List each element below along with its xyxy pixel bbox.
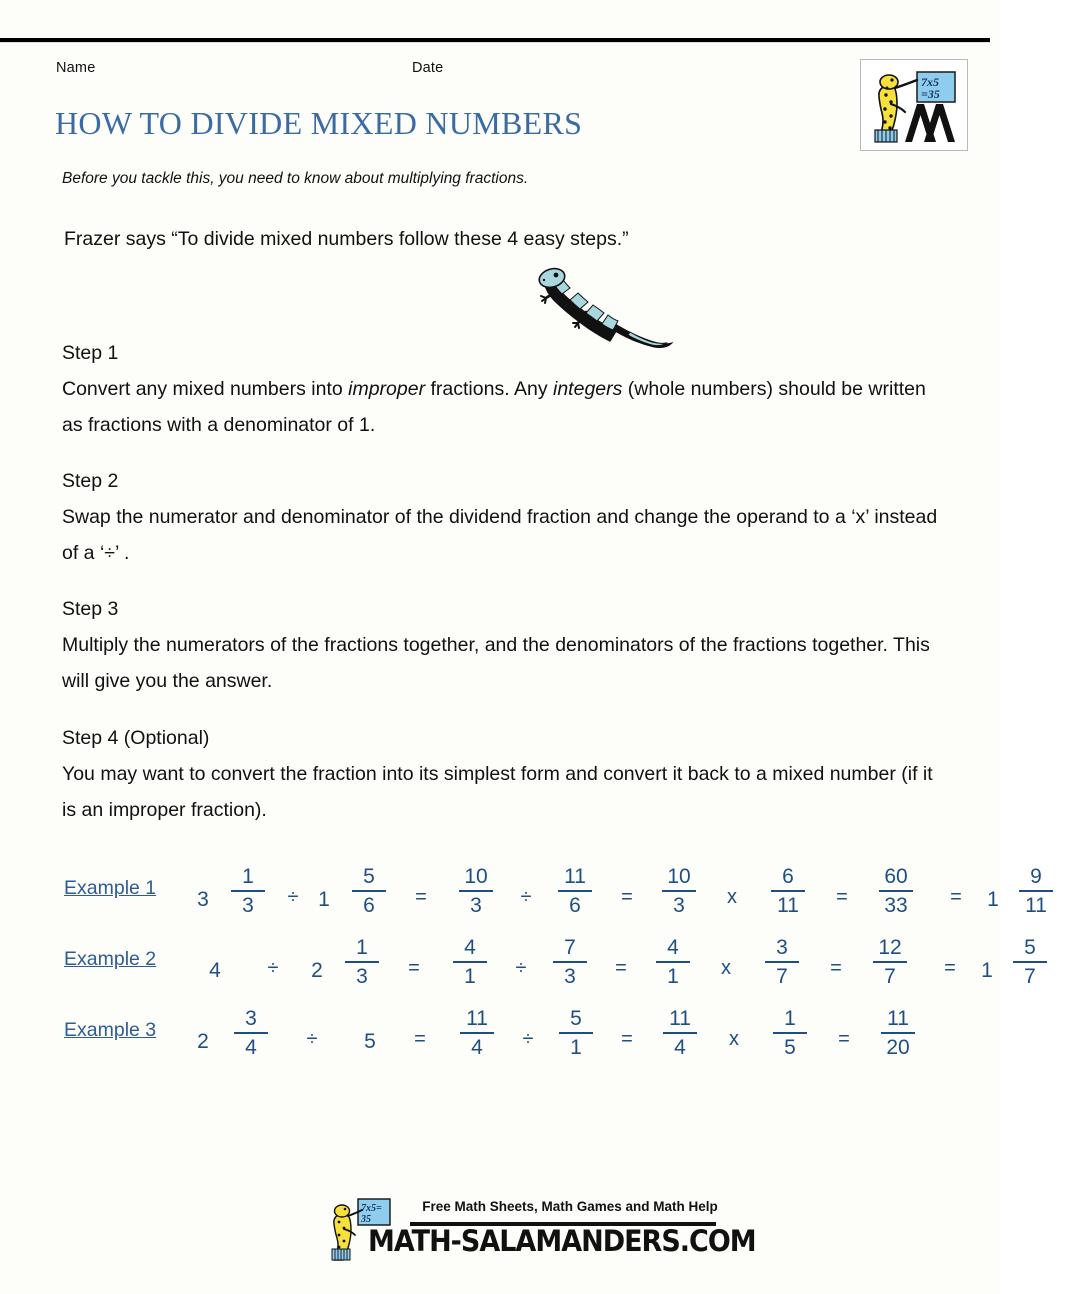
step-3-heading: Step 3 <box>62 598 119 620</box>
fraction-numerator: 11 <box>466 1006 488 1030</box>
step-2 <box>62 470 942 571</box>
fraction-numerator: 4 <box>464 935 476 959</box>
step-1-italic-improper: improper <box>348 378 426 400</box>
step-1-text-c: (whole numbers) should be written as fractions with a denominator of 1. <box>62 378 926 436</box>
name-label: Name <box>56 60 96 76</box>
fraction-numerator: 5 <box>363 864 375 888</box>
fraction <box>746 937 818 987</box>
fraction <box>442 866 510 916</box>
svg-text:7x5=: 7x5= <box>361 1203 382 1214</box>
fraction-numerator: 1 <box>242 864 254 888</box>
step-3-body: Multiply the numerators of the fractions together, and the denominators of the fractions together. This will give you the answer. <box>62 634 930 692</box>
logo-artwork <box>861 60 967 150</box>
fraction <box>332 937 392 987</box>
example-expression <box>186 926 1060 997</box>
fraction-denominator: 3 <box>356 964 368 988</box>
fraction <box>1000 937 1060 987</box>
step-1-heading: Step 1 <box>62 342 119 364</box>
footer-domain: MATH-SALAMANDERS.COM <box>368 1225 756 1259</box>
fraction-denominator: 4 <box>471 1035 483 1059</box>
fraction-denominator: 3 <box>564 964 576 988</box>
svg-text:=35: =35 <box>921 87 940 101</box>
math-operator: ÷ <box>287 885 299 908</box>
example-label[interactable]: Example 2 <box>64 948 157 970</box>
fraction <box>754 1008 826 1058</box>
fraction <box>442 1008 512 1058</box>
example-expression <box>186 997 934 1068</box>
math-operator: = <box>621 885 633 908</box>
fraction <box>854 937 926 987</box>
fraction-denominator: 3 <box>673 893 685 917</box>
math-operator: = <box>950 885 962 908</box>
math-operator: x <box>729 1027 739 1050</box>
fraction-numerator: 11 <box>669 1006 691 1030</box>
whole-number: 2 <box>197 1030 209 1053</box>
step-2-body: Swap the numerator and denominator of the dividend fraction and change the operand to a ‘x’ instead of a ‘÷’ . <box>62 506 938 564</box>
step-1-italic-integers: integers <box>553 378 623 400</box>
whole-number: 2 <box>311 959 323 982</box>
math-operator: = <box>830 956 842 979</box>
example-label[interactable]: Example 3 <box>64 1019 157 1041</box>
whole-number: 4 <box>209 959 221 982</box>
step-4-body: You may want to convert the fraction into its simplest form and convert it back to a mixed number (if it is an improper fraction). <box>62 763 933 821</box>
step-4 <box>62 727 942 828</box>
math-operator: = <box>415 885 427 908</box>
fraction-denominator: 7 <box>884 964 896 988</box>
fraction-denominator: 3 <box>470 893 482 917</box>
math-operator: = <box>414 1027 426 1050</box>
fraction-denominator: 33 <box>884 893 908 917</box>
math-operator: ÷ <box>306 1027 318 1050</box>
math-operator: = <box>836 885 848 908</box>
page-title: HOW TO DIVIDE MIXED NUMBERS <box>55 105 583 141</box>
intro-quote: Frazer says “To divide mixed numbers follow these 4 easy steps.” <box>64 228 629 250</box>
fraction <box>1006 866 1066 916</box>
whole-number: 5 <box>364 1030 376 1053</box>
step-1-body <box>62 371 942 443</box>
fraction-numerator: 4 <box>667 935 679 959</box>
salamander-artwork <box>534 262 684 354</box>
fraction <box>860 866 932 916</box>
fraction-denominator: 5 <box>784 1035 796 1059</box>
math-operator: ÷ <box>520 885 532 908</box>
math-operator: = <box>615 956 627 979</box>
example-row <box>0 926 1036 997</box>
whole-number: 1 <box>987 888 999 911</box>
fraction-numerator: 5 <box>1024 935 1036 959</box>
fraction-numerator: 7 <box>564 935 576 959</box>
step-4-heading: Step 4 (Optional) <box>62 727 210 749</box>
fraction-numerator: 11 <box>564 864 586 888</box>
fraction-numerator: 5 <box>570 1006 582 1030</box>
math-operator: = <box>621 1027 633 1050</box>
fraction-numerator: 9 <box>1030 864 1042 888</box>
fraction-denominator: 1 <box>464 964 476 988</box>
fraction <box>646 866 712 916</box>
header-divider-rule <box>0 38 990 43</box>
fraction-numerator: 10 <box>667 864 691 888</box>
fraction-denominator: 6 <box>363 893 375 917</box>
step-1 <box>62 342 942 443</box>
footer-tagline: Free Math Sheets, Math Games and Math Help <box>422 1199 718 1214</box>
fraction <box>752 866 824 916</box>
fraction <box>338 866 400 916</box>
example-row <box>0 855 1047 926</box>
fraction-numerator: 6 <box>782 864 794 888</box>
math-operator: ÷ <box>515 956 527 979</box>
example-expression <box>186 855 1066 926</box>
whole-number: 1 <box>318 888 330 911</box>
fraction-denominator: 4 <box>674 1035 686 1059</box>
fraction-numerator: 11 <box>887 1006 909 1030</box>
example-label[interactable]: Example 1 <box>64 877 157 899</box>
fraction-denominator: 7 <box>776 964 788 988</box>
fraction <box>538 937 602 987</box>
fraction <box>640 937 706 987</box>
step-1-text-b: fractions. Any <box>425 378 553 400</box>
fraction-numerator: 1 <box>356 935 368 959</box>
fraction-numerator: 12 <box>878 935 902 959</box>
math-operator: ÷ <box>522 1027 534 1050</box>
examples-section <box>0 855 1047 1068</box>
fraction-denominator: 1 <box>570 1035 582 1059</box>
math-operator: x <box>727 885 737 908</box>
fraction <box>436 937 504 987</box>
math-operator: = <box>408 956 420 979</box>
fraction-numerator: 3 <box>245 1006 257 1030</box>
fraction-numerator: 10 <box>464 864 488 888</box>
salamander-illustration <box>534 262 684 354</box>
fraction-numerator: 3 <box>776 935 788 959</box>
fraction-denominator: 4 <box>245 1035 257 1059</box>
fraction <box>542 866 608 916</box>
math-operator: x <box>721 956 731 979</box>
fraction-denominator: 1 <box>667 964 679 988</box>
step-2-heading: Step 2 <box>62 470 119 492</box>
fraction-denominator: 20 <box>886 1035 910 1059</box>
fraction <box>544 1008 608 1058</box>
fraction-numerator: 60 <box>884 864 908 888</box>
math-operator: = <box>838 1027 850 1050</box>
svg-text:7x5: 7x5 <box>921 75 939 89</box>
math-salamanders-logo <box>860 59 968 151</box>
fraction <box>220 866 276 916</box>
step-1-text-a: Convert any mixed numbers into <box>62 378 349 400</box>
fraction-denominator: 3 <box>242 893 254 917</box>
date-label: Date <box>412 60 444 76</box>
fraction-denominator: 7 <box>1024 964 1036 988</box>
example-row <box>0 997 1000 1068</box>
math-operator: ÷ <box>267 956 279 979</box>
page-footer <box>0 1193 1000 1273</box>
whole-number: 1 <box>981 959 993 982</box>
step-3 <box>62 598 942 699</box>
math-operator: = <box>944 956 956 979</box>
whole-number: 3 <box>197 888 209 911</box>
fraction-denominator: 11 <box>777 893 799 917</box>
svg-text:35: 35 <box>361 1214 371 1225</box>
footer-branding <box>330 1193 756 1273</box>
fraction <box>646 1008 714 1058</box>
fraction-denominator: 11 <box>1025 893 1047 917</box>
fraction-denominator: 6 <box>569 893 581 917</box>
fraction <box>862 1008 934 1058</box>
fraction <box>220 1008 282 1058</box>
fraction-numerator: 1 <box>784 1006 796 1030</box>
page-subtitle: Before you tackle this, you need to know about multiplying fractions. <box>62 170 529 187</box>
